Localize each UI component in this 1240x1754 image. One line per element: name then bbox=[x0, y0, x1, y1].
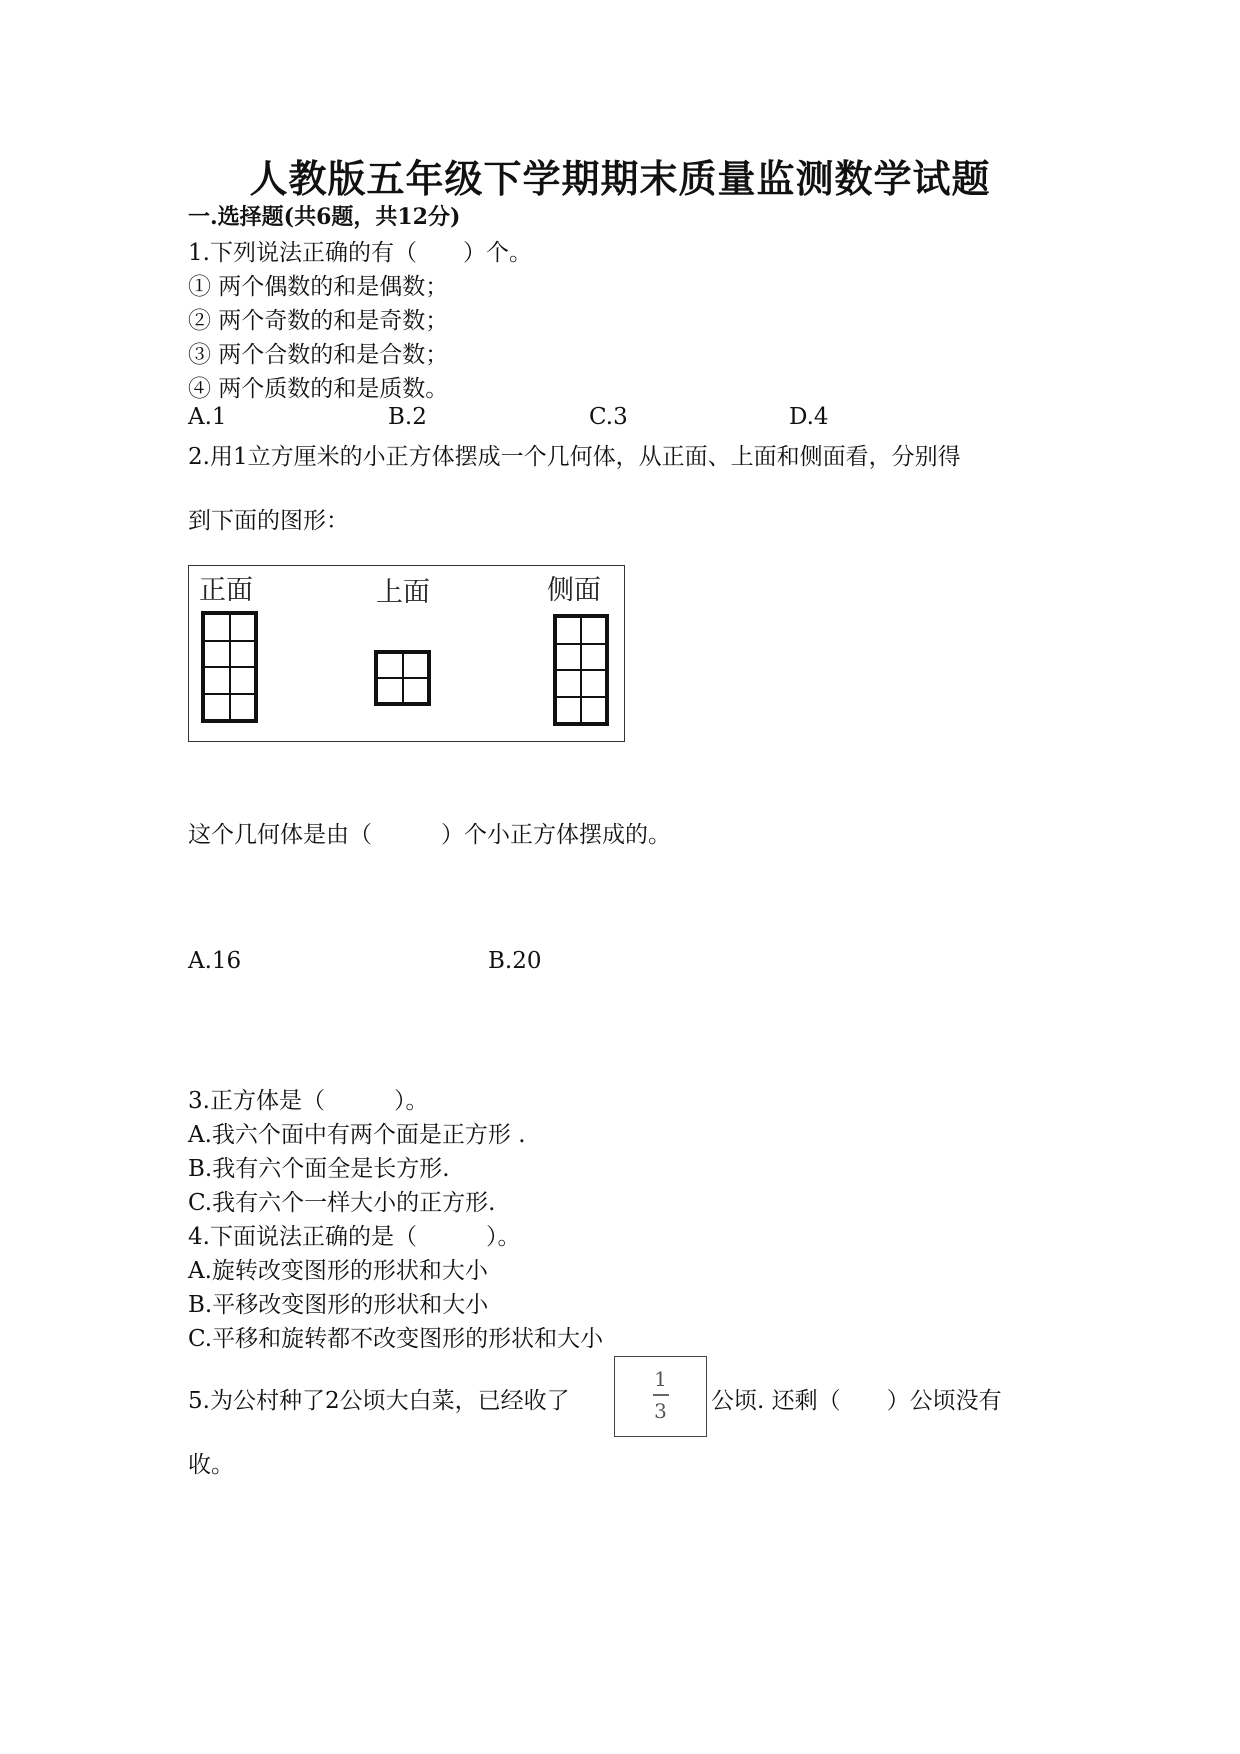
page-title: 人教版五年级下学期期末质量监测数学试题 bbox=[249, 156, 991, 201]
q4-option-a: A.旋转改变图形的形状和大小 bbox=[188, 1258, 488, 1284]
q5-stem-after: 公顷. 还剩（ ）公顷没有 bbox=[711, 1388, 1002, 1414]
fraction-bar bbox=[653, 1394, 669, 1396]
q3-stem: 3.正方体是（ ）。 bbox=[188, 1088, 429, 1114]
q1-option-b: B.2 bbox=[388, 404, 427, 430]
fraction-box bbox=[614, 1356, 707, 1437]
fraction-one-third bbox=[615, 1367, 706, 1423]
q2-option-b: B.20 bbox=[488, 948, 542, 974]
q3-option-a: A.我六个面中有两个面是正方形 . bbox=[188, 1122, 526, 1148]
section-heading: 一.选择题(共6题，共12分) bbox=[188, 204, 461, 230]
q1-option-d: D.4 bbox=[789, 404, 829, 430]
q2-stem-line1: 2.用1立方厘米的小正方体摆成一个几何体，从正面、上面和侧面看，分别得 bbox=[188, 444, 961, 470]
q4-option-b: B.平移改变图形的形状和大小 bbox=[188, 1292, 489, 1318]
q4-option-c: C.平移和旋转都不改变图形的形状和大小 bbox=[188, 1326, 604, 1352]
q1-statement-3: ③ 两个合数的和是合数； bbox=[188, 342, 449, 368]
q1-statement-4: ④ 两个质数的和是质数。 bbox=[188, 376, 449, 402]
q2-stem-line2: 到下面的图形： bbox=[188, 508, 349, 534]
front-view-grid bbox=[201, 611, 258, 723]
top-view-grid bbox=[374, 650, 431, 706]
q1-stem: 1.下列说法正确的有（ ）个。 bbox=[188, 240, 532, 266]
three-views-figure bbox=[188, 565, 625, 742]
q2-question: 这个几何体是由（ ）个小正方体摆成的。 bbox=[188, 822, 671, 848]
q5-stem-line2: 收。 bbox=[188, 1452, 234, 1478]
q4-stem: 4.下面说法正确的是（ ）。 bbox=[188, 1224, 521, 1250]
q1-statement-1: ① 两个偶数的和是偶数； bbox=[188, 274, 449, 300]
q3-option-c: C.我有六个一样大小的正方形. bbox=[188, 1190, 496, 1216]
q3-option-b: B.我有六个面全是长方形. bbox=[188, 1156, 450, 1182]
top-view-label: 上面 bbox=[376, 577, 430, 608]
q2-option-a: A.16 bbox=[188, 948, 242, 974]
q1-statement-2: ② 两个奇数的和是奇数； bbox=[188, 308, 449, 334]
q5-stem-before: 5.为公村种了2公顷大白菜，已经收了 bbox=[188, 1388, 570, 1414]
fraction-denominator: 3 bbox=[654, 1398, 667, 1423]
side-view-grid bbox=[553, 614, 609, 726]
fraction-numerator: 1 bbox=[654, 1367, 667, 1391]
q1-option-c: C.3 bbox=[589, 404, 628, 430]
side-view-label: 侧面 bbox=[547, 575, 601, 606]
q1-option-a: A.1 bbox=[188, 404, 227, 430]
front-view-label: 正面 bbox=[199, 575, 253, 606]
